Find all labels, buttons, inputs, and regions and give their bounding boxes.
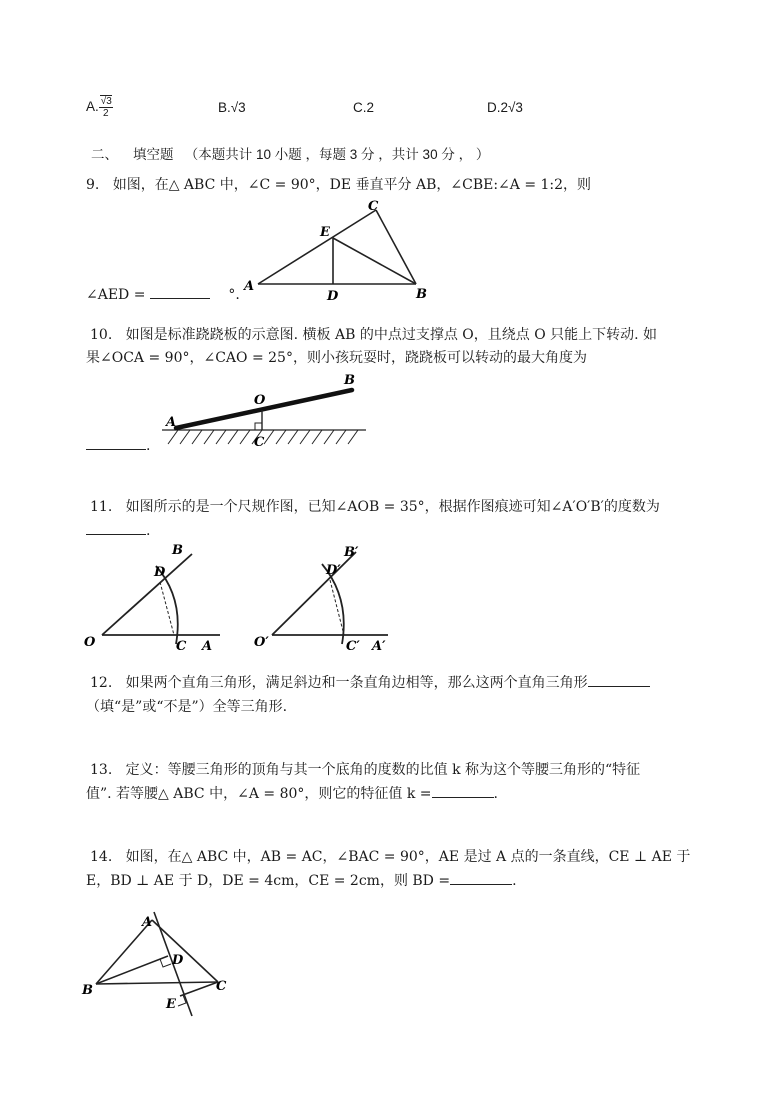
q11-right-label-c: C′ — [346, 639, 360, 654]
question-10-answer-suffix: . — [146, 438, 151, 454]
choice-b — [218, 100, 246, 115]
question-13-line2-prefix: 值”. 若等腰△ ABC 中，∠A = 80°，则它的特征值 k = — [86, 786, 432, 802]
question-9-text: 如图，在△ ABC 中，∠C = 90°，DE 垂直平分 AB，∠CBE:∠A = 1:2，则 — [112, 177, 592, 193]
question-14-answer-blank[interactable] — [450, 869, 512, 885]
question-10-line2-row — [86, 345, 706, 371]
question-10-line2: 果∠OCA = 90°，∠CAO = 25°，则小孩玩耍时，跷跷板可以转动的最大角度为 — [86, 350, 587, 366]
choice-b-value: √3 — [230, 100, 246, 115]
question-11 — [90, 494, 710, 520]
q11-left-label-c: C — [176, 639, 187, 654]
choice-a-fraction — [99, 96, 113, 119]
q10-label-b: B — [344, 373, 355, 388]
question-13-number: 13. — [90, 762, 113, 778]
question-13 — [90, 757, 710, 783]
q9-label-c: C — [368, 199, 379, 214]
choice-d-label: D. — [487, 100, 501, 115]
question-13-line1: 定义：等腰三角形的顶角与其一个底角的度数的比值 k 称为这个等腰三角形的“特征 — [125, 762, 641, 778]
q14-label-a: A — [142, 915, 153, 930]
question-9 — [86, 172, 706, 198]
question-10-line1: 如图是标准跷跷板的示意图. 横板 AB 的中点过支撑点 O，且绕点 O 只能上下转动. 如 — [125, 327, 658, 343]
section-title: 填空题 — [133, 147, 174, 162]
q10-label-o: O — [254, 393, 266, 408]
question-11-answer-blank[interactable] — [86, 519, 146, 535]
question-11-figure-left — [84, 540, 234, 656]
q9-label-b: B — [416, 287, 427, 302]
q14-label-d: D — [172, 953, 184, 968]
question-12 — [90, 670, 710, 696]
q11-left-label-o: O — [84, 635, 96, 650]
q14-label-c: C — [216, 979, 227, 994]
q11-right-label-o: O′ — [254, 635, 269, 650]
question-14-line2-prefix: E，BD ⊥ AE 于 D，DE = 4cm，CE = 2cm，则 BD = — [86, 873, 451, 889]
q10-label-a: A — [166, 415, 177, 430]
question-14 — [90, 844, 710, 870]
q11-right-label-a: A′ — [372, 639, 386, 654]
question-10-answer-blank[interactable] — [86, 434, 146, 450]
choice-a-label: A. — [86, 99, 99, 115]
choice-c — [353, 100, 374, 115]
choice-d-value: 2√3 — [500, 100, 523, 115]
q11-right-label-b: B′ — [344, 545, 359, 560]
choice-a-numerator: √3 — [100, 96, 112, 107]
question-13-line2-row — [86, 781, 706, 807]
section-heading — [91, 143, 711, 163]
question-14-figure — [80, 904, 240, 1024]
choice-d — [487, 100, 523, 115]
q11-left-label-d: D — [154, 565, 166, 580]
question-11-figure-right — [250, 540, 400, 656]
choice-a-denominator: 2 — [103, 108, 109, 119]
question-9-number: 9. — [86, 177, 100, 193]
q11-right-label-d: D′ — [326, 563, 341, 578]
q9-label-a: A — [244, 279, 255, 294]
question-13-line2-suffix: . — [493, 786, 498, 802]
choice-b-label: B. — [218, 100, 231, 115]
question-11-line1: 如图所示的是一个尺规作图，已知∠AOB = 35°，根据作图痕迹可知∠A′O′B′的度数为 — [125, 499, 660, 515]
question-14-line2-suffix: . — [512, 873, 517, 889]
q9-label-d: D — [327, 289, 339, 304]
question-12-line2: （填“是”或“不是”）全等三角形. — [86, 699, 288, 715]
question-14-line1: 如图，在△ ABC 中，AB = AC，∠BAC = 90°，AE 是过 A 点的一条直线，CE ⊥ AE 于 — [125, 849, 691, 865]
q9-label-e: E — [320, 225, 330, 240]
q14-label-b: B — [82, 983, 93, 998]
question-12-number: 12. — [90, 675, 113, 691]
question-12-line2-row — [86, 694, 706, 720]
question-9-answer-prefix: ∠AED = — [86, 287, 146, 303]
section-number: 二、 — [91, 147, 118, 162]
question-14-number: 14. — [90, 849, 113, 865]
q14-label-e: E — [166, 997, 176, 1012]
question-14-line2-row — [86, 868, 706, 894]
question-10-figure — [158, 370, 370, 452]
question-11-answer-suffix: . — [146, 523, 151, 539]
choice-c-value: 2 — [366, 100, 375, 115]
question-9-figure — [240, 198, 440, 304]
choice-a — [86, 96, 113, 119]
question-12-answer-blank[interactable] — [588, 671, 650, 687]
choice-c-label: C. — [353, 100, 367, 115]
question-12-line1: 如果两个直角三角形，满足斜边和一条直角边相等，那么这两个直角三角形 — [125, 675, 588, 691]
q11-left-label-a: A — [202, 639, 213, 654]
question-9-answer-suffix: °. — [228, 287, 240, 303]
question-11-number: 11. — [90, 499, 113, 515]
section-description: （本题共计 10 小题 ，每题 3 分 ，共计 30 分 ， ） — [184, 147, 490, 162]
question-9-answer-blank[interactable] — [150, 283, 210, 299]
q10-label-c: C — [254, 435, 265, 450]
question-10-number: 10. — [90, 327, 113, 343]
question-13-answer-blank[interactable] — [432, 782, 494, 798]
q11-left-label-b: B — [172, 543, 183, 558]
